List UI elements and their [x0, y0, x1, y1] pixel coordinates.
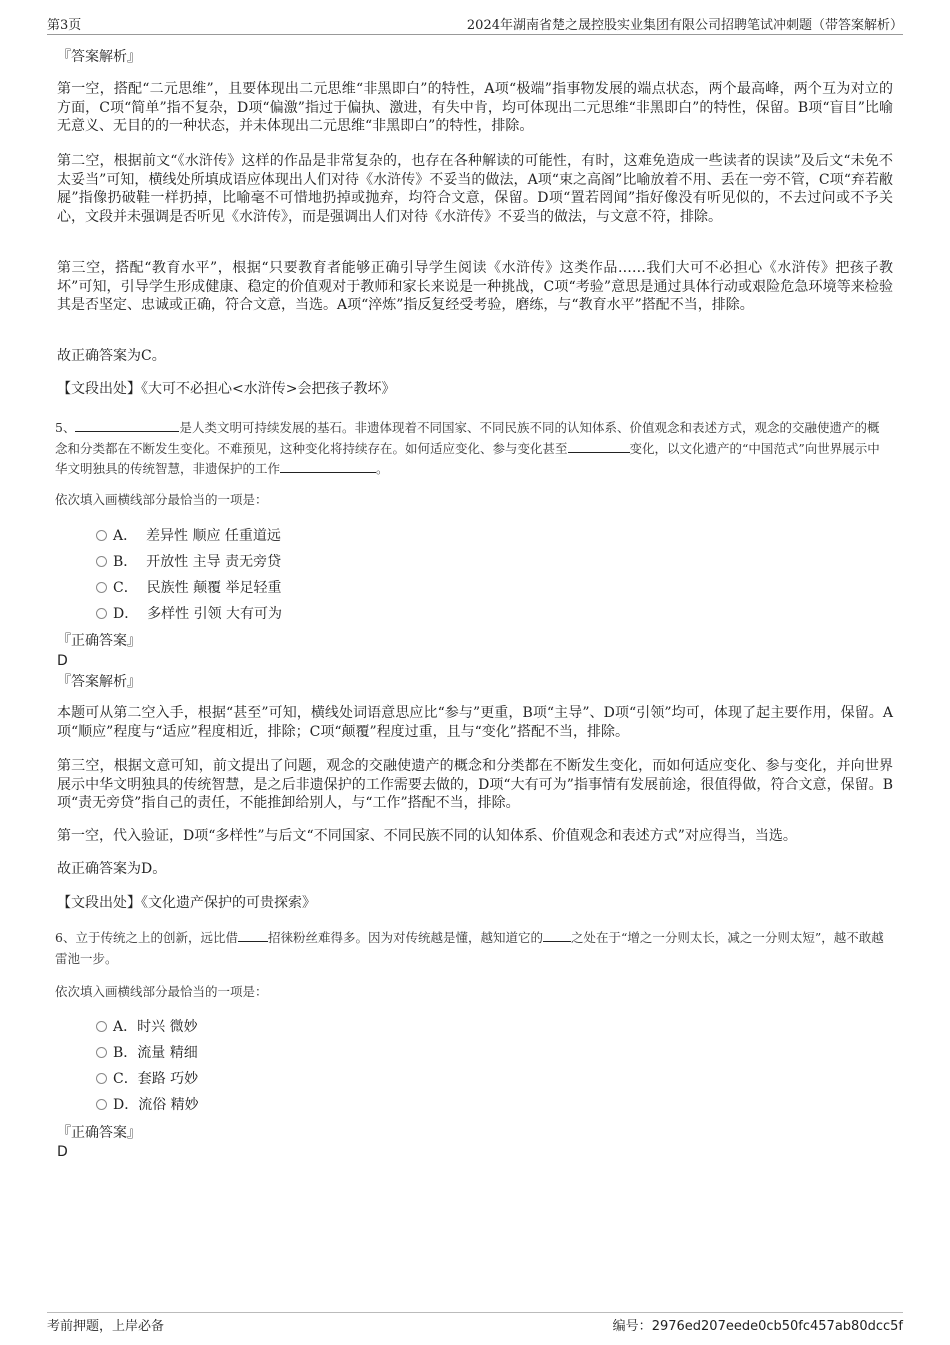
q4-analysis-para-1: 第一空，搭配“二元思维”，且要体现出二元思维“非黑即白”的特性，A项“极端”指事物发展的端点状态，两个最高峰，两个互为对立的方面，C项“简单”指不复杂，D项“偏激”指过于偏执、激进，有失中肯，均可体现出二元思维“非黑即白”的特性，保留。B项“盲目”比喻无意义、无目的的一种状态，并未体现出二元思维“非黑即白”的特性，排除。 — [57, 81, 893, 134]
radio-icon[interactable] — [96, 1073, 107, 1084]
radio-icon[interactable] — [96, 608, 107, 619]
page-footer — [47, 1312, 903, 1335]
q6-answer-label: 『正确答案』 — [57, 1125, 141, 1141]
q6-blank-1 — [238, 929, 268, 942]
q4-source: 【文段出处】《大可不必担心<水浒传>会把孩子教坏》 — [57, 381, 396, 397]
q5-option-c[interactable]: C． 民族性 颠覆 举足轻重 — [96, 578, 282, 598]
page-header — [47, 14, 903, 35]
page-number: 第3页 — [47, 18, 82, 33]
q5-answer-label: 『正确答案』 — [57, 633, 141, 649]
q5-analysis-para-1: 本题可从第二空入手，根据“甚至”可知，横线处词语意思应比“参与”更重，B项“主导”、D项“引领”均可，体现了起主要作用，保留。A项“顺应”程度与“适应”程度相近，排除；C项“颠覆”程度过重，且与“变化”搭配不当，排除。 — [57, 705, 893, 740]
q5-prompt: 依次填入画横线部分最恰当的一项是： — [55, 492, 268, 507]
q5-source: 【文段出处】《文化遗产保护的可贵探索》 — [57, 895, 316, 911]
q6-blank-2 — [543, 929, 571, 942]
document-title: 2024年湖南省楚之晟控股实业集团有限公司招聘笔试冲刺题（带答案解析） — [466, 18, 903, 33]
q5-blank-3 — [280, 460, 376, 473]
q5-option-b[interactable]: B． 开放性 主导 责无旁贷 — [96, 552, 281, 572]
radio-icon[interactable] — [96, 582, 107, 593]
q5-analysis-para-3: 第一空，代入验证，D项“多样性”与后文“不同国家、不同民族不同的认知体系、价值观念和表述方式”对应得当，当选。 — [57, 828, 797, 844]
radio-icon[interactable] — [96, 1021, 107, 1032]
q6-answer: D — [57, 1144, 68, 1160]
q5-blank-1 — [75, 419, 179, 432]
document-code: 编号：2976ed207eede0cb50fc457ab80dcc5f — [612, 1319, 903, 1334]
q6-option-a[interactable]: A．时兴 微妙 — [96, 1017, 198, 1037]
footer-slogan: 考前押题，上岸必备 — [47, 1319, 165, 1334]
q4-analysis-para-2: 第二空，根据前文“《水浒传》这样的作品是非常复杂的，也存在各种解读的可能性，有时，这难免造成一些读者的误读”及后文“未免不太妥当”可知，横线处所填成语应体现出人们对待《水浒传》不妥当的做法，A项“束之高阁”比喻放着不用、丢在一旁不管，C项“弃若敝屣”指像扔破鞋一样扔掉，比喻毫不可惜地扔掉或抛弃，均符合文意，保留。D项“置若罔闻”指好像没有听见似的，不去过问或不予关心，文段并未强调是否听见《水浒传》，而是强调出人们对待《水浒传》不妥当的做法，与文意不符，排除。 — [57, 153, 893, 225]
radio-icon[interactable] — [96, 530, 107, 541]
q6-prompt: 依次填入画横线部分最恰当的一项是： — [55, 984, 268, 999]
radio-icon[interactable] — [96, 1099, 107, 1110]
q6-option-c[interactable]: C．套路 巧妙 — [96, 1069, 198, 1089]
q6-option-d[interactable]: D．流俗 精妙 — [96, 1095, 199, 1115]
q5-option-a[interactable]: A． 差异性 顺应 任重道远 — [96, 526, 281, 546]
q6-option-b[interactable]: B．流量 精细 — [96, 1043, 198, 1063]
q4-analysis-para-3: 第三空，搭配“教育水平”，根据“只要教育者能够正确引导学生阅读《水浒传》这类作品……我们大可不必担心《水浒传》把孩子教坏”可知，引导学生形成健康、稳定的价值观对于教师和家长来说是一种挑战，C项“考验”意思是通过具体行动或艰险危急环境等来检验其是否坚定、忠诚或正确，符合文意，当选。A项“淬炼”指反复经受考验，磨练，与“教育水平”搭配不当，排除。 — [57, 260, 893, 313]
q5-analysis-para-2: 第三空，根据文意可知，前文提出了问题，观念的交融使遗产的概念和分类都在不断发生变化，而如何适应变化、参与变化，并向世界展示中华文明独具的传统智慧，是之后非遗保护的工作需要去做的，D项“大有可为”指事情有发展前途，很值得做，符合文意，保留。B项“责无旁贷”指自己的责任，不能推卸给别人，与“工作”搭配不当，排除。 — [57, 758, 893, 811]
radio-icon[interactable] — [96, 1047, 107, 1058]
q5-conclusion: 故正确答案为D。 — [57, 861, 167, 877]
q4-conclusion: 故正确答案为C。 — [57, 348, 166, 364]
q5-question: 5、 是人类文明可持续发展的基石。非遗体现着不同国家、不同民族不同的认知体系、价值观念和表述方式，观念的交融使遗产的概念和分类都在不断发生变化。不难预见，这种变化将持续存在。如何适应变化、参与变化甚至 变化，以文化遗产的“中国范式”向世界展示中华文明独具的传统智慧，非遗保护的工作 。 — [55, 420, 880, 476]
q4-analysis-label: 『答案解析』 — [57, 49, 141, 65]
q5-answer: D — [57, 653, 68, 669]
q5-blank-2 — [568, 440, 630, 453]
q5-number: 5、 — [55, 420, 76, 435]
q5-option-d[interactable]: D． 多样性 引领 大有可为 — [96, 604, 282, 624]
q6-question: 6、立于传统之上的创新，远比借 招徕粉丝难得多。因为对传统越是懂，越知道它的 之处在于“增之一分则太长，减之一分则太短”，越不敢越雷池一步。 — [55, 930, 884, 966]
q6-number: 6、 — [55, 930, 76, 945]
q5-analysis-label: 『答案解析』 — [57, 674, 141, 690]
radio-icon[interactable] — [96, 556, 107, 567]
